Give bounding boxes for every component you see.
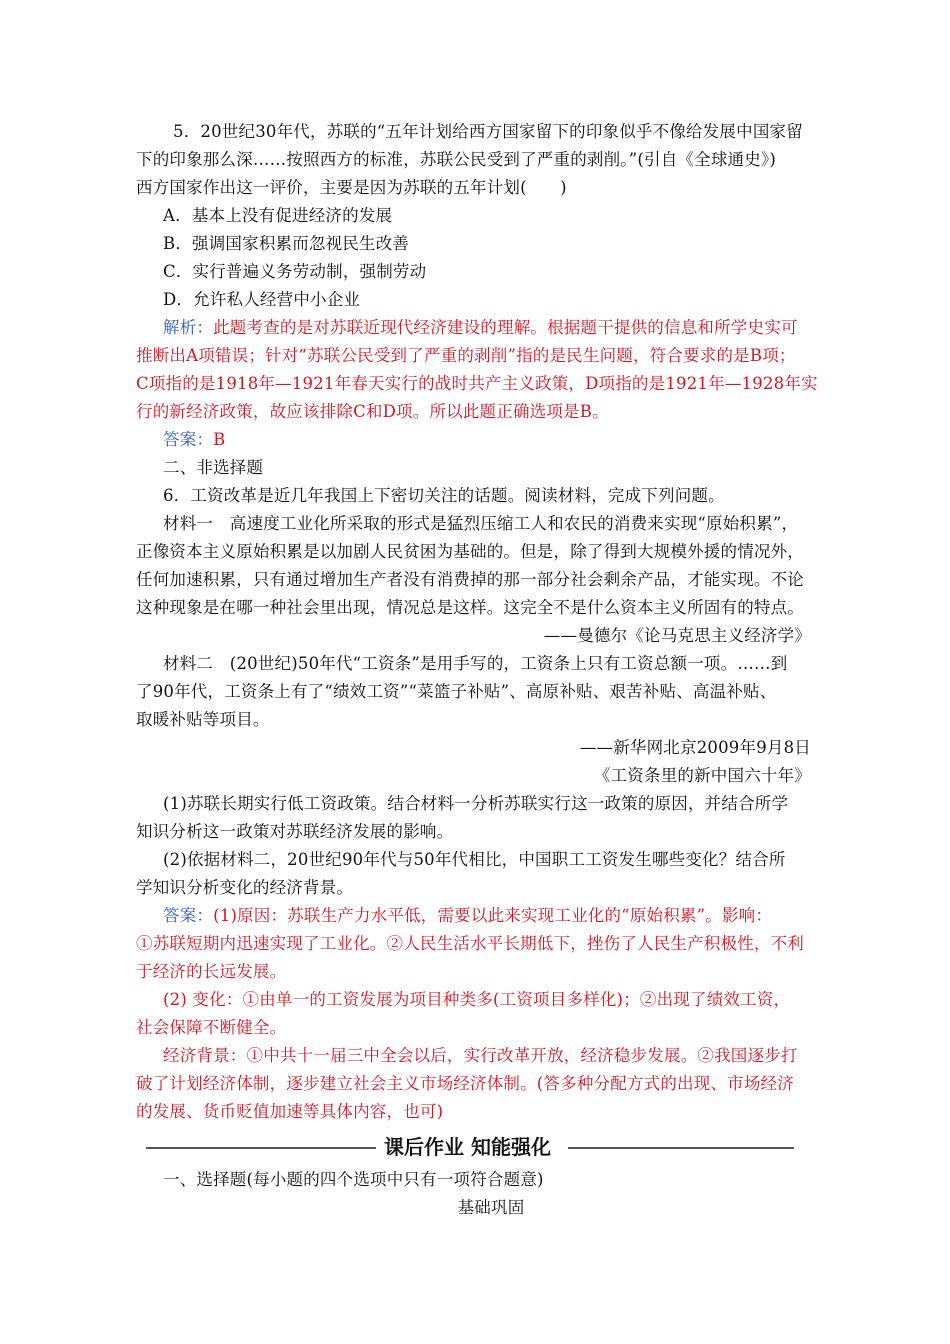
answer-6-text-1: (1)原因：苏联生产力水平低，需要以此来实现工业化的“原始积累”。影响： [213, 906, 773, 925]
question-5-line-2: 下的印象那么深……按照西方的标准，苏联公民受到了严重的剥削。”(引自《全球通史》) [136, 150, 777, 169]
answer-6-line-2: ①苏联短期内迅速实现了工业化。②人民生活水平长期低下，挫伤了人民生产积极性，不利 [136, 934, 804, 953]
document-page [136, 118, 819, 1222]
sub-question-2-line-2: 学知识分析变化的经济背景。 [136, 878, 354, 897]
option-a: A．基本上没有促进经济的发展 [163, 206, 393, 225]
sub-question-1-line-2: 知识分析这一政策对苏联经济发展的影响。 [136, 822, 454, 841]
option-b: B．强调国家积累而忽视民生改善 [163, 234, 410, 253]
answer-value: B [213, 430, 226, 449]
material-1-line-3: 任何加速积累，只有通过增加生产者没有消费掉的那一部分社会剩余产品，才能实现。不论 [136, 570, 804, 589]
homework-section-1: 一、选择题(每小题的四个选项中只有一项符合题意) [163, 1170, 544, 1189]
answer-6-background-line-1: 经济背景：①中共十一届三中全会以后，实行改革开放，经济稳步发展。②我国逐步打 [163, 1046, 798, 1065]
material-2-source-2: 《工资条里的新中国六十年》 [593, 766, 811, 785]
material-2-source-1: ——新华网北京2009年9月8日 [579, 738, 811, 757]
analysis-line-2: 推断出A项错误；针对“苏联公民受到了严重的剥削”指的是民生问题，符合要求的是B项； [136, 346, 796, 365]
divider-rule-right [568, 1147, 794, 1149]
answer-6-line-1 [163, 902, 819, 930]
question-6-intro: 6．工资改革是近几年我国上下密切关注的话题。阅读材料，完成下列问题。 [163, 486, 725, 505]
homework-title: 课后作业 知能强化 [384, 1135, 551, 1159]
material-1-line-2: 正像资本主义原始积累是以加剧人民贫困为基础的。但是，除了得到大规模外援的情况外， [136, 542, 804, 561]
analysis-label: 解析： [163, 318, 214, 337]
homework-divider [136, 1130, 819, 1166]
question-5-line-1: 5．20世纪30年代，苏联的“五年计划给西方国家留下的印象似乎不像给发展中国家留 [173, 122, 803, 141]
material-2-line-2: 了90年代，工资条上有了“绩效工资”“菜篮子补贴”、高原补贴、艰苦补贴、高温补贴、 [136, 682, 777, 701]
analysis-line-3: C项指的是1918年—1921年春天实行的战时共产主义政策，D项指的是1921年—1928年实 [136, 374, 818, 393]
answer-6-label: 答案： [163, 906, 214, 925]
analysis-text-1: 此题考查的是对苏联近现代经济建设的理解。根据题干提供的信息和所学史实可 [213, 318, 798, 337]
answer-6-background-line-2: 破了计划经济体制，逐步建立社会主义市场经济体制。(答多种分配方式的出现、市场经济 [136, 1074, 794, 1093]
answer-line [163, 426, 819, 454]
material-1-source: ——曼德尔《论马克思主义经济学》 [543, 626, 811, 645]
material-1-line-1: 材料一 高速度工业化所采取的形式是猛烈压缩工人和农民的消费来实现“原始积累”， [163, 514, 799, 533]
option-d: D．允许私人经营中小企业 [163, 290, 361, 309]
analysis-line-4: 行的新经济政策，故应该排除C和D项。所以此题正确选项是B。 [136, 402, 609, 421]
analysis-line-1 [163, 314, 819, 342]
material-2-line-1: 材料二 (20世纪)50年代“工资条”是用手写的，工资条上只有工资总额一项。……到 [163, 654, 788, 673]
answer-6-background-line-3: 的发展、货币贬值加速等具体内容，也可) [136, 1102, 444, 1121]
divider-rule-left [146, 1147, 376, 1149]
sub-question-1-line-1: (1)苏联长期实行低工资政策。结合材料一分析苏联实行这一政策的原因，并结合所学 [163, 794, 789, 813]
material-1-line-4: 这种现象是在哪一种社会里出现，情况总是这样。这完全不是什么资本主义所固有的特点。 [136, 598, 804, 617]
answer-6-change-line-1: (2) 变化：①由单一的工资发展为项目种类多(工资项目多样化)；②出现了绩效工资， [163, 990, 791, 1009]
question-5-line-3: 西方国家作出这一评价，主要是因为苏联的五年计划( ) [136, 178, 567, 197]
section-2-heading: 二、非选择题 [163, 458, 264, 477]
answer-label: 答案： [163, 430, 214, 449]
sub-question-2-line-1: (2)依据材料二，20世纪90年代与50年代相比，中国职工工资发生哪些变化？结合所 [163, 850, 786, 869]
answer-6-change-line-2: 社会保障不断健全。 [136, 1018, 287, 1037]
option-c: C．实行普遍义务劳动制，强制劳动 [163, 262, 427, 281]
answer-6-line-3: 于经济的长远发展。 [136, 962, 287, 981]
homework-subheading: 基础巩固 [457, 1198, 525, 1217]
material-2-line-3: 取暖补贴等项目。 [136, 710, 270, 729]
